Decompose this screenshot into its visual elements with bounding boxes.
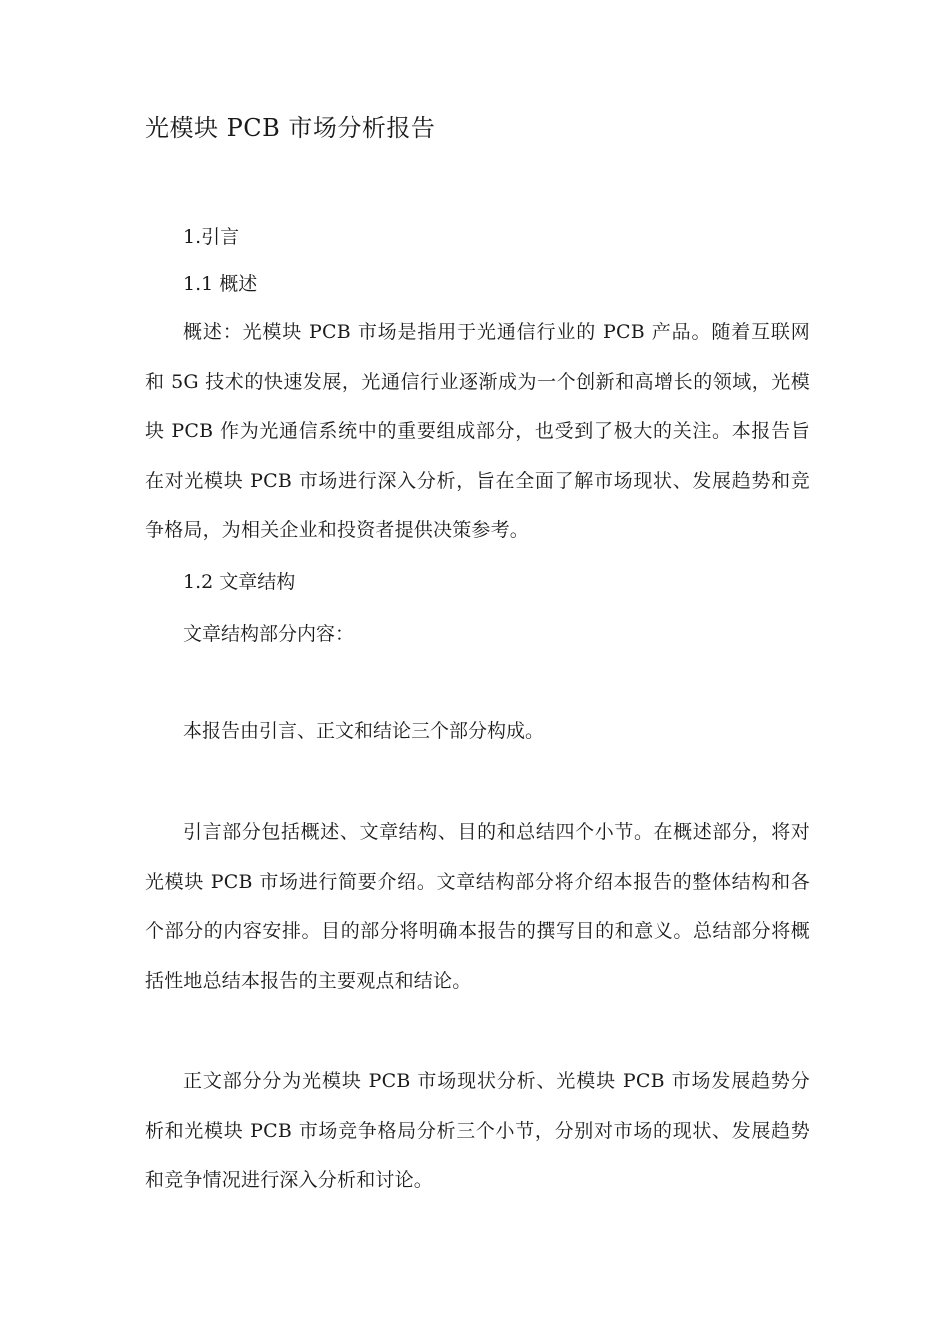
- heading-overview: 1.1 概述: [183, 273, 258, 295]
- structure-paragraph-1: 本报告由引言、正文和结论三个部分构成。: [183, 720, 545, 742]
- heading-introduction: 1.引言: [183, 226, 240, 248]
- heading-article-structure: 1.2 文章结构: [183, 571, 296, 593]
- overview-paragraph: 概述：光模块 PCB 市场是指用于光通信行业的 PCB 产品。随着互联网和 5G 技术的快速发展，光通信行业逐渐成为一个创新和高增长的领域，光模块 PCB 作为光通信系统中的重要组成部分，也受到了极大的关注。本报告旨在对光模块 PCB 市场进行深入分析，旨在全面了解市场现状、发展趋势和竞争格局，为相关企业和投资者提供决策参考。: [145, 321, 810, 541]
- structure-paragraph-3: 正文部分分为光模块 PCB 市场现状分析、光模块 PCB 市场发展趋势分析和光模块 PCB 市场竞争格局分析三个小节，分别对市场的现状、发展趋势和竞争情况进行深入分析和讨论。: [145, 1070, 810, 1191]
- structure-intro-text: 文章结构部分内容：: [183, 623, 355, 645]
- document-title: 光模块 PCB 市场分析报告: [145, 114, 436, 142]
- structure-paragraph-2: 引言部分包括概述、文章结构、目的和总结四个小节。在概述部分，将对光模块 PCB 市场进行简要介绍。文章结构部分将介绍本报告的整体结构和各个部分的内容安排。目的部分将明确本报告的撰写目的和意义。总结部分将概括性地总结本报告的主要观点和结论。: [145, 821, 810, 992]
